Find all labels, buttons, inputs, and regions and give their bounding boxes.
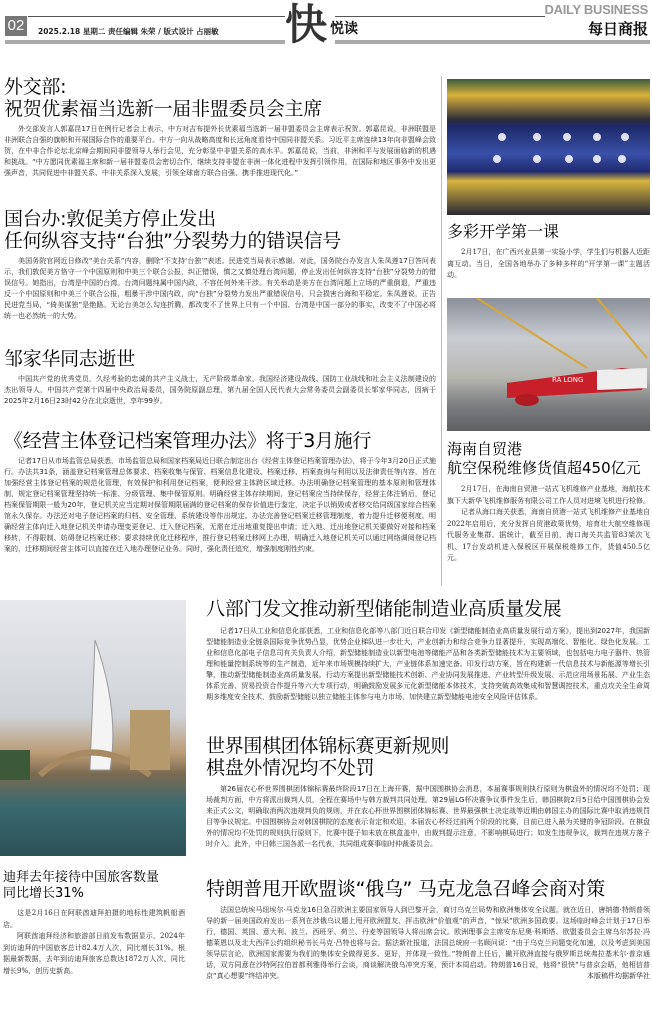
photo-caption: 记者从海口海关获悉，海南自贸港一站式飞机维修产业基地自2022年启用后，充分发挥自贸港政策优势，培育壮大航空维修现代服务业集群。据统计，截至目前，海口海关共监管83架次飞机、17台发动机进入保税区开展保税维修工作，货值450.5亿元。 [447,508,650,562]
photo-caption: 2月17日，在海南自贸港一站式飞机维修产业基地，海航技术旗下大新华飞机维修服务有限公司工作人员对进境飞机进行检修。 [447,485,650,505]
article-weiqi [206,735,650,850]
photo-dubai-burj-al-arab [0,600,186,856]
article-body: 记者17日从市场监管总局获悉，市场监管总局和国家档案局近日联合制定出台《经营主体登记档案管理办法》，将于今年3月20日正式施行。办法共31条，涵盖登记档案管理总体要求、档案收集与保管、档案信息化建设、档案迁移、档案查询与利用以及法律责任等内容，旨在加强经营主体登记档案的规范化管理，有效保护和利用登记档案，便利经营主体跨区域迁移。办法明确登记档案管理的基本原则和管理体制，规定登记档案管理坚持统一标准、分级管理、集中保管原则。明确经营主体存续期间，登记档案应当持续保存，经营主体注销后，登记档案保管期限一般为20年，登记机关应当定期对保管期限届满的登记档案的保存价值进行鉴定，决定予以销毁或者移交给同级国家综合档案馆永久保存。办法还对电子登记档案的归档、安全管理、系统建设等作出规定。办法完善登记档案迁移管理制度，着力提升迁移便利度。明确经营主体向迁入地登记机关申请办理变更登记、迁入登记档案，无需在迁出地重复提出申请；迁入地、迁出地登记机关要做好对接和档案移转，不得限制、妨碍登记档案迁移；要求持续优化迁移程序，推行登记档案迁移网上办理，明确迁入地登记机关可以通过网络调阅登记档案的，迁移期间经营主体可以直接在迁入地办理登记业务。同时，强化责任追究，增强制度刚性约束。 [4,457,436,553]
header-bar-left [5,40,285,44]
photo-title: 多彩开学第一课 [447,222,560,241]
article-body: 中国共产党的优秀党员，久经考验的忠诚的共产主义战士，无产阶级革命家，我国经济建设战线、国防工业战线和社会主义法制建设的杰出领导人，中国共产党第十四届中央政治局委员，国务院原副总理，第九届全国人民代表大会常务委员会副委员长邹家华同志，因病于2025年2月16日23时42分在北京逝世，享年99岁。 [4,375,436,405]
robots-illustration [447,79,650,215]
article-body: 美国务院官网近日修改“美台关系”内容，删除“不支持‘台独’”表述。民进党当局表示感谢。对此，国务院台办发言人朱凤莲17日答问表示，我们敦促美方恪守一个中国原则和中美三个联合公报，纠正错误，慎之又慎处理台湾问题，停止发出任何纵容支持“台独”分裂势力的错误信号。她指出，台湾是中国的台湾。台湾问题纯属中国内政，不容任何外来干涉。有关举动是美方在台湾问题上立场的严重倒退，严重违反一个中国原则和中美三个联合公报，粗暴干涉中国内政，向“台独”分裂势力发出严重错误信号，只会损害台海和平稳定。朱凤莲说，正告民进党当局，“倚美谋独”是绝路。无论台美怎么勾连折腾，都改变不了世界上只有一个中国、台湾是中国一部分的事实，改变不了中国必将统一也必然统一的大势。 [4,257,436,320]
article-fmprc [4,76,436,179]
header-rule [335,16,545,17]
section-title: 悦读 [330,21,358,37]
headline: 任何纵容支持“台独”分裂势力的错误信号 [4,230,341,252]
photo-title: 同比增长31% [3,886,84,901]
headline: 《经营主体登记档案管理办法》将于3月施行 [4,430,372,452]
photo-caption: 阿联酋迪拜经济和旅游部日前发布数据显示，2024年到访迪拜的中国旅客总计82.4万人次，同比增长31%。根据最新数据，去年到访迪拜旅客总数达1872万人次，同比增长9%，创历史新高。 [3,932,185,975]
page-number: 02 [5,16,27,36]
headline: 邹家华同志逝世 [4,348,135,370]
header-rule [28,16,285,17]
photo-title: 迪拜去年接待中国旅客数量 [3,870,160,885]
article-obituary [4,348,436,407]
headline: 祝贺优素福当选新一届非盟委员会主席 [4,98,322,120]
article-energy-storage [206,598,650,703]
article-body: 第26届农心杯世界围棋团体锦标赛最终阶段17日在上海开赛，据中国围棋协会消息，本届赛事规则执行原则为棋盘外的情况均不处罚；现场裁判方面，中方将派出裁判人员，全程在赛场中与韩方裁判共同处理。第29届LG杯决赛争议事件发生后，韩国棋院2月5日给中国围棋协会发来正式公文，明确取消两次违规判负的规则，并在农心杯世界围棋团体锦标赛、世界最强棋士决定战等近期由韩国主办的国际比赛中取消违规罚目等争议规定。中国围棋协会对韩国棋院的态度表示肯定和欢迎。本届农心杯经过前两个阶段的比赛，目前已进入最为关键的争冠阶段。在棋盘外的情况均不处罚的规则执行原则下，比赛中提子如未放在棋盒盖中，由裁判提示注意，不影响棋局进行；如发生违规争议，裁判在违规方落子时介入。此外，中日韩三国各派一名代表，共同组成赛事临时仲裁委员会。 [206,785,650,848]
headline: 棋盘外情况均不处罚 [206,757,375,779]
headline: 国台办:敦促美方停止发出 [4,208,216,230]
source-credit: 本版稿件均据新华社 [587,972,650,980]
brand-english: DAILY BUSINESS [544,2,648,17]
column-divider [441,76,442,586]
article-archives [4,430,436,555]
article-body: 外交部发言人郭嘉昆17日在例行记者会上表示，中方对吉布提外长优素福当选新一届非盟委员会主席表示祝贺。郭嘉昆说，非洲联盟是非洲联合自强的旗帜和开展国际合作的重要平台。中方一向从战略高度和长远角度看待中国同非盟关系。习近平主席连续13年向非盟峰会致贺，在中非合作论坛北京峰会期间同非盟领导人举行会见，充分彰显中非盟关系的高水平。郭嘉昆说，当前，非洲和平与发展面临新的机遇和挑战。“中方愿同优素福主席和新一届非盟委员会密切合作，继续支持非盟在非洲一体化进程中发挥引领作用，在国际和地区事务中发出更强声音，共同促进中非盟关系、中非关系深入发展，引领全球南方联合自强、携手推进现代化。” [4,125,436,177]
headline: 特朗普甩开欧盟谈“俄乌” 马克龙急召峰会商对策 [206,878,605,900]
photo-caption: 这是2月16日在阿联酋迪拜拍摄的地标性建筑帆船酒店。 [3,909,185,929]
headline: 世界围棋团体锦标赛更新规则 [206,735,450,757]
aircraft-illustration [447,298,650,431]
photo-title: 航空保税维修货值超450亿元 [447,459,641,477]
article-taiwan [4,208,436,322]
photo-title: 海南自贸港 [447,440,523,458]
article-body: 记者17日从工业和信息化部获悉，工业和信息化部等八部门近日联合印发《新型储能制造业高质量发展行动方案》，提出到2027年，我国新型储能制造业全链条国际竞争优势凸显，优势企业梯队进一步壮大，产业创新力和综合竞争力显著提升，实现高端化、智能化、绿色化发展。工业和信息化部电子信息司有关负责人介绍，新型储能制造业以新型电池等储能产品和各类新型储能技术为主要领域，也包括电力电子器件、热管理和能量控制系统等的生产制造，近年来市场规模持续扩大，产业链体系加速完备。印发行动方案，旨在构建新一代信息技术与新能源等增长引擎，推动新型储能制造业高质量发展。行动方案提出新型储能技术创新、产业协同发展推进、产业转型升级发展、示范应用场景拓展、产业生态体系完善、贸易投资合作提升等六大专项行动，明确鼓励发展多元化新型储能本体技术，支持突破高效集成和智慧调控技术，重点攻关全生命周期多维度安全技术，鼓励新型储能以独立储能主体参与电力市场，加快建立新型储能电池安全风险评估体系。 [206,627,650,701]
headline: 八部门发文推动新型储能制造业高质量发展 [206,598,562,620]
photo-story-hainan [447,440,650,565]
article-europe-summit [206,878,650,981]
dateline: 2025.2.18 星期二 责任编辑 朱荣 / 版式设计 占丽敏 [38,27,219,36]
header-bar-right [335,40,650,44]
photo-aircraft-hangar [447,298,650,431]
dubai-illustration [0,600,186,856]
photo-robot-class [447,79,650,215]
article-body: 法国总统埃马纽埃尔·马克龙16日急召欧洲主要国家领导人到巴黎开会，商讨乌克兰局势和欧洲集体安全议题。就在近日，唐纳德·特朗普领导的新一届美国政府发出一系列在涉俄乌议题上甩开欧洲盟友、抨击欧洲“价值观”的声音，“惊呆”欧洲多国政要。这场临时峰会计划于17日举行，德国、英国、意大利、波兰、西班牙、荷兰、丹麦等国领导人将出席会议。欧洲理事会主席安东尼奥·科斯塔、欧盟委员会主席乌尔苏拉·冯德莱恩以及北大西洋公约组织秘书长马克·吕特也将与会。据法新社报道，法国总统府一名顾问说：“由于乌克兰问题变化加速，以及考虑到美国领导层言论，欧洲国家需要为我们的集体安全做得更多、更好，并体现一致性。”特朗普上任后，撇开欧洲直接与俄罗斯总统弗拉基米尔·普京通话，双方同意在沙特阿拉伯首都利雅得举行会谈，商谈解决俄乌冲突方案，预计本周启动。特朗普16日说，他将“很快”与普京会晤，他相信普京“真心想要”终结冲突。 [206,906,650,980]
plane-livery: RA LONG [552,376,584,384]
photo-story-school [447,222,650,282]
section-logo: 快 [285,0,328,49]
brand-name: 每日商报 [587,20,648,38]
photo-story-dubai [3,870,185,977]
photo-caption: 2月17日，在广西兴业县第一实验小学，学生们与机器人近距离互动。当日，全国各地举办了多种多样的“开学第一课”主题活动。 [447,248,650,279]
headline: 外交部: [4,76,67,98]
